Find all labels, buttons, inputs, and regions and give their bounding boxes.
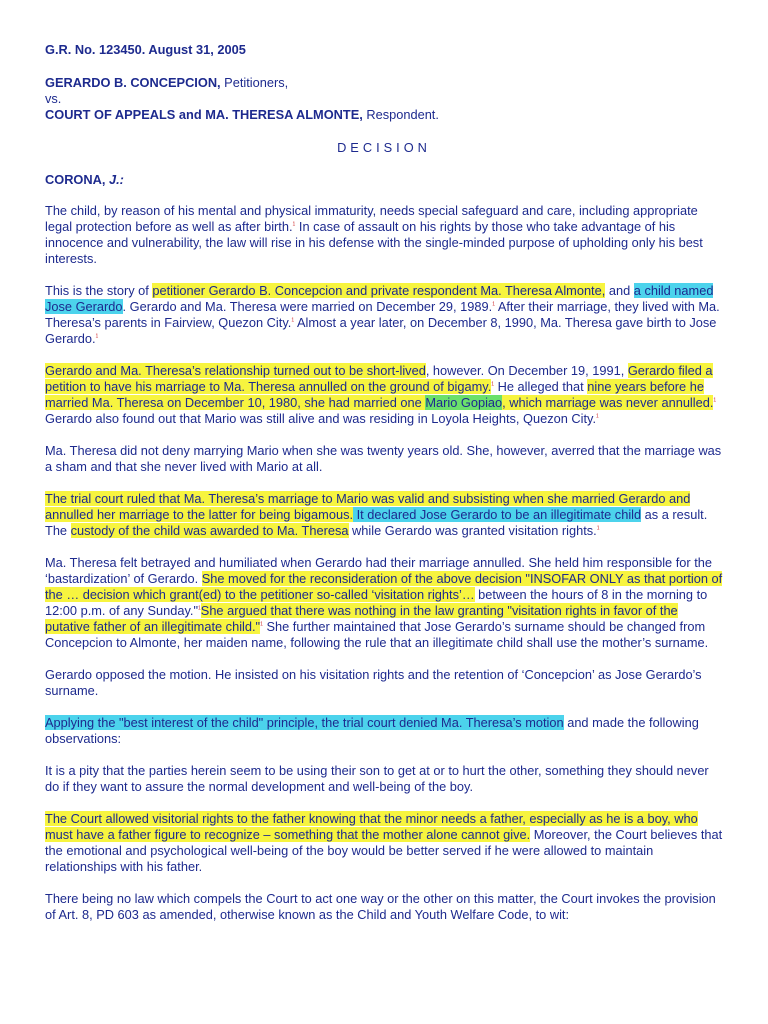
petitioner-name: GERARDO B. CONCEPCION,	[45, 75, 221, 90]
paragraph-7: Gerardo opposed the motion. He insisted on his visitation rights and the retention of ‘Concepcion’ as Jose Gerardo’s surname.	[45, 667, 702, 698]
paragraph-10	[45, 811, 723, 875]
highlight-yellow: The trial court ruled that Ma. Theresa’s marriage to Mario was valid and subsisting when she married Gerardo and annulled her marriage to the latter for being bigamous.	[45, 491, 691, 522]
footnote-link[interactable]: 1	[292, 221, 296, 228]
ponente-name: CORONA,	[45, 172, 106, 187]
petitioner-line	[45, 75, 723, 91]
highlight-blue: It declared Jose Gerardo to be an illegitimate child	[353, 507, 642, 522]
text-run: , however. On December 19, 1991,	[425, 363, 628, 378]
respondent-name: COURT OF APPEALS and MA. THERESA ALMONTE,	[45, 107, 363, 122]
paragraph-1	[45, 203, 723, 267]
paragraph-2	[45, 283, 723, 347]
text-run: She further maintained that Jose Gerardo’s surname should be changed from Concepcion to Almonte, her maiden name, following the rule that an illegitimate child shall use the mother’s surname.	[45, 619, 709, 650]
text-run: and made the following observations:	[45, 715, 699, 746]
text-run: while Gerardo was granted visitation rights.	[348, 523, 597, 538]
footnote-link[interactable]: 1	[596, 413, 599, 420]
highlight-yellow: petitioner Gerardo B. Concepcion and private respondent Ma. Theresa Almonte,	[152, 283, 606, 298]
paragraph-3	[45, 363, 723, 427]
paragraph-6	[45, 555, 723, 651]
paragraph-5	[45, 491, 723, 539]
text-run: The child, by reason of his mental and physical immaturity, needs special safeguard and care, including appropriate legal protection before as well as after birth.	[45, 203, 698, 234]
decision-title: DECISION	[337, 140, 431, 155]
text-run: After their marriage, they lived with Ma. Theresa’s parents in Fairview, Quezon City.	[45, 299, 720, 330]
highlight-yellow: Gerardo and Ma. Theresa’s relationship turned out to be short-lived	[45, 363, 426, 378]
text-run: as a result. The	[45, 507, 708, 538]
paragraph-9: It is a pity that the parties herein seem to be using their son to get at or to hurt the other, something they should never do if they want to assure the normal development and well-being of the boy.	[45, 763, 709, 794]
text-run: This is the story of	[45, 283, 153, 298]
text-run: Moreover, the Court believes that the emotional and psychological well-being of the boy would be better served if he were allowed to maintain relationships with his father.	[45, 827, 723, 874]
text-run: and	[605, 283, 634, 298]
highlight-blue: a child named Jose Gerardo	[45, 283, 714, 314]
footnote-link[interactable]: 1	[491, 381, 495, 388]
text-run: . Gerardo and Ma. Theresa were married on December 29, 1989.	[122, 299, 493, 314]
footnote-link[interactable]: 1	[198, 605, 201, 612]
footnote-link[interactable]: 1	[260, 621, 263, 628]
highlight-blue: Applying the "best interest of the child" principle, the trial court denied Ma. Theresa’s motion	[45, 715, 564, 730]
paragraph-4: Ma. Theresa did not deny marrying Mario when she was twenty years old. She, however, averred that the marriage was a sham and that she never lived with Mario at all.	[45, 443, 722, 474]
text-run: Gerardo also found out that Mario was still alive and was residing in Loyola Heights, Quezon City.	[45, 411, 597, 426]
paragraph-8	[45, 715, 723, 747]
text-run: Almost a year later, on December 8, 1990, Ma. Theresa gave birth to Jose Gerardo.	[45, 315, 717, 346]
ponente-suffix: J.:	[105, 172, 124, 187]
highlight-yellow: The Court allowed visitorial rights to the father knowing that the minor needs a father, especially as he is a boy, who must have a father figure to recognize – something that the mother alone cannot give.	[45, 811, 698, 842]
respondent-role: Respondent.	[362, 107, 439, 122]
text-run: between the hours of 8 in the morning to 12:00 p.m. of any Sunday."	[45, 587, 708, 618]
footnote-link[interactable]: 1	[291, 317, 295, 324]
text-run: In case of assault on his rights by those who take advantage of his innocence and vulnerability, the law will rise in his defense with the single-minded purpose of upholding only his best interests.	[45, 219, 703, 266]
highlight-yellow: nine years before he married Ma. Theresa on December 10, 1980, she had married one	[45, 379, 704, 410]
respondent-line	[45, 107, 723, 123]
ponente	[45, 172, 723, 188]
highlight-yellow: Gerardo filed a petition to have his marriage to Ma. Theresa annulled on the ground of bigamy.	[45, 363, 713, 394]
paragraph-11: There being no law which compels the Court to act one way or the other on this matter, the Court invokes the provision of Art. 8, PD 603 as amended, otherwise known as the Child and Youth Welfare Code, to wit:	[45, 891, 716, 922]
footnote-link[interactable]: 1	[596, 525, 600, 532]
text-run: He alleged that	[494, 379, 588, 394]
highlight-yellow: , which marriage was never annulled.	[502, 395, 714, 410]
footnote-link[interactable]: 1	[492, 301, 495, 308]
case-number: G.R. No. 123450. August 31, 2005	[45, 42, 246, 57]
highlight-green: Mario Gopiao	[425, 395, 503, 410]
highlight-yellow: She argued that there was nothing in the law granting "visitation rights in favor of the putative father of an illegitimate child."	[45, 603, 678, 634]
footnote-link[interactable]: 1	[95, 333, 99, 340]
case-parties	[45, 75, 723, 123]
highlight-yellow: She moved for the reconsideration of the above decision "INSOFAR ONLY as that portion of the … decision which grant(ed) to the petitioner so-called ‘visitation rights’…	[45, 571, 723, 602]
highlight-yellow: custody of the child was awarded to Ma. Theresa	[70, 523, 349, 538]
footnote-link[interactable]: 1	[713, 397, 717, 404]
versus-label: vs.	[45, 91, 62, 106]
petitioner-role: Petitioners,	[220, 75, 289, 90]
text-run: Ma. Theresa felt betrayed and humiliated when Gerardo had their marriage annulled. She held him responsible for the ‘bastardization’ of Gerardo.	[45, 555, 713, 586]
